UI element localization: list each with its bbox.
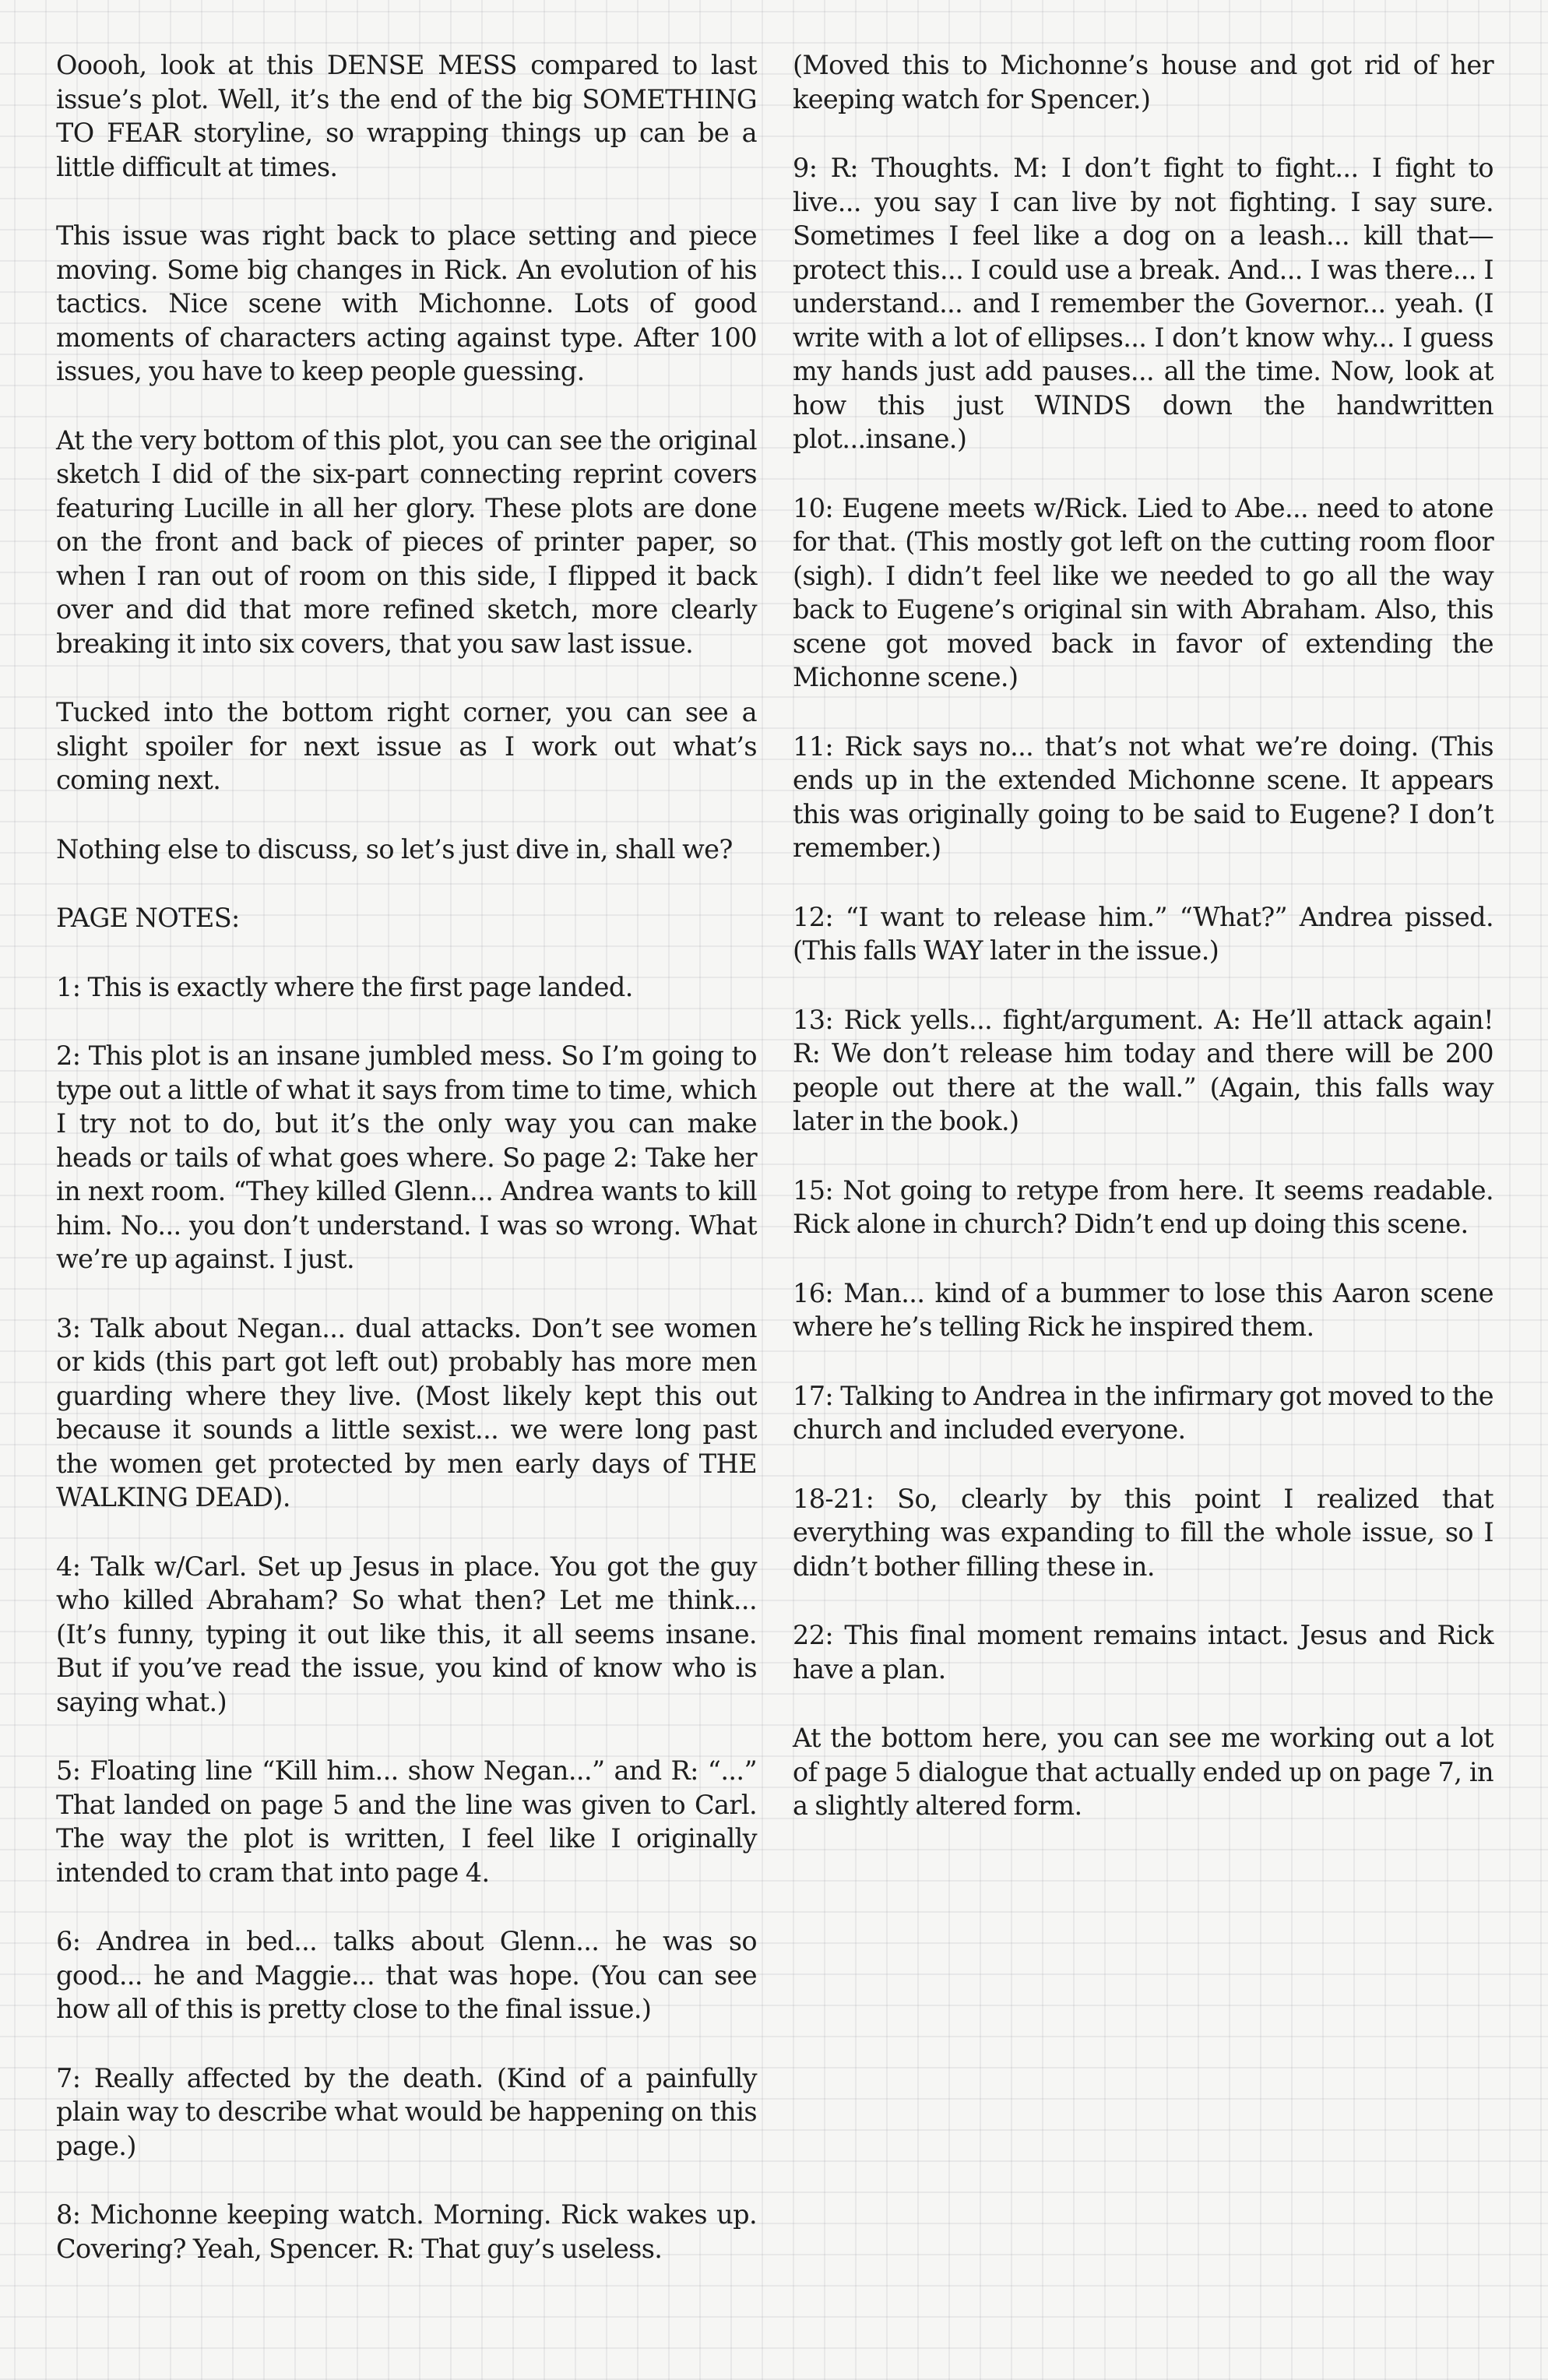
note-page-4: 4: Talk w/Carl. Set up Jesus in place. You got the guy who killed Abraham? So what then? Let me think... (It’s funny, typing it out like this, it all seems insane. But if you’ve read the issue, you kind of know who is saying what.): [56, 1551, 757, 1717]
note-page-6: 6: Andrea in bed... talks about Glenn... he was so good... he and Maggie... that was hope. (You can see how all of this is pretty close to the final issue.): [56, 1926, 757, 2024]
note-page-16: 16: Man... kind of a bummer to lose this Aaron scene where he’s telling Rick he inspired them.: [793, 1277, 1493, 1342]
paragraph-sketch-note: At the very bottom of this plot, you can see the original sketch I did of the six-part connecting reprint covers featuring Lucille in all her glory. These plots are done on the front and back of pieces of printer paper, so when I ran out of room on this side, I flipped it back over and did that more refined sketch, more clearly breaking it into six covers, that you saw last issue.: [56, 424, 757, 659]
note-page-3: 3: Talk about Negan... dual attacks. Don’t see women or kids (this part got left out) probably has more men guarding where they live. (Most likely kept this out because it sounds a little sexist... we were long past the women get protected by men early days of THE WALKING DEAD).: [56, 1312, 757, 1512]
note-pages-18-21: 18-21: So, clearly by this point I realized that everything was expanding to fill the whole issue, so I didn’t bother filling these in.: [793, 1483, 1493, 1582]
note-page-9: 9: R: Thoughts. M: I don’t fight to fight... I fight to live... you say I can live by not fighting. I say sure. Sometimes I feel like a dog on a leash... kill that—protect this... I could use a break. And... I was there... I understand... and I remember the Governor... yeah. (I write with a lot of ellipses... I don’t know why... I guess my hands just add pauses... all the time. Now, look at how this just WINDS down the handwritten plot...insane.): [793, 153, 1493, 454]
note-page-13: 13: Rick yells... fight/argument. A: He’ll attack again! R: We don’t release him today and there will be 200 people out there at the wall.” (Again, this falls way later in the book.): [793, 1004, 1493, 1136]
right-column: [793, 48, 1493, 1858]
note-page-7: 7: Really affected by the death. (Kind of a painfully plain way to describe what would be happening on this page.): [56, 2062, 757, 2161]
note-page-2: 2: This plot is an insane jumbled mess. So I’m going to type out a little of what it says from time to time, which I try not to do, but it’s the only way you can make heads or tails of what goes where. So page 2: Take her in next room. “They killed Glenn... Andrea wants to kill him. No... you don’t understand. I was so wrong. What we’re up against. I just.: [56, 1040, 757, 1274]
note-page-15: 15: Not going to retype from here. It seems readable. Rick alone in church? Didn’t end up doing this scene.: [793, 1174, 1493, 1239]
note-page-10: 10: Eugene meets w/Rick. Lied to Abe... need to atone for that. (This mostly got left on the cutting room floor (sigh). I didn’t feel like we needed to go all the way back to Eugene’s original sin with Abraham. Also, this scene got moved back in favor of extending the Michonne scene.): [793, 492, 1493, 692]
note-page-11: 11: Rick says no... that’s not what we’re doing. (This ends up in the extended Michonne scene. It appears this was originally going to be said to Eugene? I don’t remember.): [793, 731, 1493, 863]
paragraph-issue-summary: This issue was right back to place setting and piece moving. Some big changes in Rick. An evolution of his tactics. Nice scene with Michonne. Lots of good moments of characters acting against type. After 100 issues, you have to keep people guessing.: [56, 220, 757, 386]
paragraph-spoiler-note: Tucked into the bottom right corner, you can see a slight spoiler for next issue as I work out what’s coming next.: [56, 697, 757, 795]
note-page-8: 8: Michonne keeping watch. Morning. Rick wakes up. Covering? Yeah, Spencer. R: That guy’s useless.: [56, 2199, 757, 2264]
note-page-5: 5: Floating line “Kill him... show Negan...” and R: “...” That landed on page 5 and the line was given to Carl. The way the plot is written, I feel like I originally intended to cram that into page 4.: [56, 1755, 757, 1888]
paragraph-intro: Ooooh, look at this DENSE MESS compared to last issue’s plot. Well, it’s the end of the big SOMETHING TO FEAR storyline, so wrapping things up can be a little difficult at times.: [56, 50, 757, 182]
page-notes-heading: PAGE NOTES:: [56, 903, 240, 933]
note-page-17: 17: Talking to Andrea in the infirmary got moved to the church and included everyone.: [793, 1380, 1493, 1445]
paragraph-closing: At the bottom here, you can see me working out a lot of page 5 dialogue that actually ended up on page 7, in a slightly altered form.: [793, 1723, 1493, 1821]
note-page-22: 22: This final moment remains intact. Jesus and Rick have a plan.: [793, 1620, 1493, 1685]
note-page-1: 1: This is exactly where the first page landed.: [56, 971, 633, 1002]
paragraph-dive-in: Nothing else to discuss, so let’s just dive in, shall we?: [56, 833, 733, 864]
note-page-12: 12: “I want to release him.” “What?” Andrea pissed. (This falls WAY later in the issue.): [793, 901, 1493, 966]
note-page-8-continued: (Moved this to Michonne’s house and got rid of her keeping watch for Spencer.): [793, 50, 1493, 114]
left-column: [56, 48, 757, 2301]
